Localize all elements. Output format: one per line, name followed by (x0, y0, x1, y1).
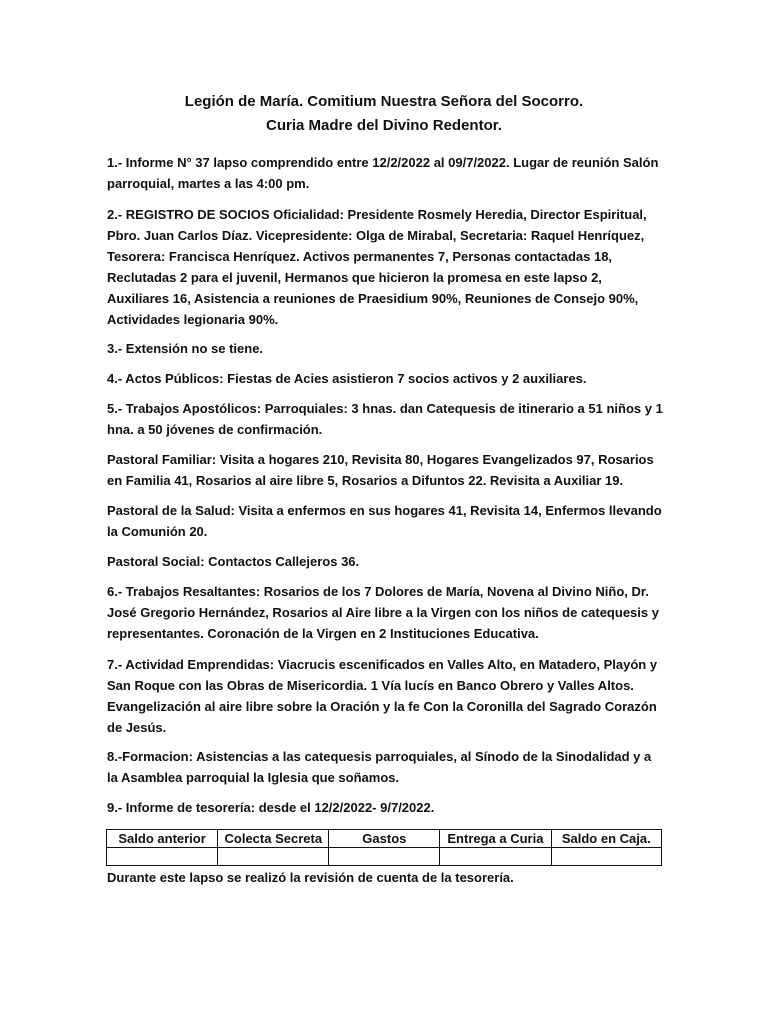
footer-note: Durante este lapso se realizó la revisión de cuenta de la tesorería. (107, 870, 514, 885)
table-header-row (107, 830, 662, 848)
table-header-cell: Saldo anterior (107, 830, 218, 848)
table-row (107, 848, 662, 866)
table-cell (440, 848, 551, 866)
paragraph-pastoral-familiar: Pastoral Familiar: Visita a hogares 210, Revisita 80, Hogares Evangelizados 97, Rosarios en Familia 41, Rosarios al aire libre 5, Rosarios a Difuntos 22. Revisita a Auxiliar 19. (107, 452, 654, 488)
title-line-2: Curia Madre del Divino Redentor. (266, 117, 502, 134)
paragraph-trabajos-resaltantes: 6.- Trabajos Resaltantes: Rosarios de los 7 Dolores de María, Novena al Divino Niño, Dr. José Gregorio Hernández, Rosarios al Aire libre a la Virgen con los niños de catequesis y representantes. Coronación de la Virgen en 2 Instituciones Educativa. (107, 584, 659, 641)
paragraph-pastoral-social: Pastoral Social: Contactos Callejeros 36. (107, 554, 360, 569)
table-header-cell: Colecta Secreta (218, 830, 329, 848)
paragraph-formacion: 8.-Formacion: Asistencias a las catequesis parroquiales, al Sínodo de la Sinodalidad y a la Asamblea parroquial la Iglesia que soñamos. (107, 749, 652, 785)
paragraph-registro-socios: 2.- REGISTRO DE SOCIOS Oficialidad: Presidente Rosmely Heredia, Director Espiritual, Pbro. Juan Carlos Díaz. Vicepresidente: Olga de Mirabal, Secretaria: Raquel Henríquez, Tesorera: Francisca Henríquez. Activos permanentes 7, Personas contactadas 18, Reclutadas 2 para el juvenil, Hermanos que hicieron la promesa en este lapso 2, Auxiliares 16, Asistencia a reuniones de Praesidium 90%, Reuniones de Consejo 90%, Actividades legionaria 90%. (107, 207, 647, 327)
table-header-cell: Gastos (329, 830, 440, 848)
paragraph-informe: 1.- Informe N° 37 lapso comprendido entre 12/2/2022 al 09/7/2022. Lugar de reunión Salón parroquial, martes a las 4:00 pm. (107, 155, 659, 191)
table-header-cell: Saldo en Caja. (551, 830, 661, 848)
table-header-cell: Entrega a Curia (440, 830, 551, 848)
paragraph-extension: 3.- Extensión no se tiene. (107, 341, 264, 356)
table-cell (329, 848, 440, 866)
title-line-1: Legión de María. Comitium Nuestra Señora del Socorro. (184, 93, 584, 110)
paragraph-pastoral-salud: Pastoral de la Salud: Visita a enfermos en sus hogares 41, Revisita 14, Enfermos llevando la Comunión 20. (107, 503, 662, 539)
treasury-table (106, 829, 662, 866)
paragraph-actividad-emprendidas: 7.- Actividad Emprendidas: Viacrucis escenificados en Valles Alto, en Matadero, Playón y San Roque con las Obras de Misericordia. 1 Vía lucís en Banco Obrero y Valles Altos. Evangelización al aire libre sobre la Oración y la fe Con la Coronilla del Sagrado Corazón de Jesús. (107, 657, 658, 735)
paragraph-trabajos-apostolicos: 5.- Trabajos Apostólicos: Parroquiales: 3 hnas. dan Catequesis de itinerario a 51 niños y 1 hna. a 50 jóvenes de confirmación. (107, 401, 663, 437)
table-cell (218, 848, 329, 866)
document-header (0, 90, 768, 138)
paragraph-tesoreria: 9.- Informe de tesorería: desde el 12/2/2022- 9/7/2022. (107, 800, 435, 815)
table-cell (107, 848, 218, 866)
paragraph-actos-publicos: 4.- Actos Públicos: Fiestas de Acies asistieron 7 socios activos y 2 auxiliares. (107, 371, 587, 386)
table-cell (551, 848, 661, 866)
